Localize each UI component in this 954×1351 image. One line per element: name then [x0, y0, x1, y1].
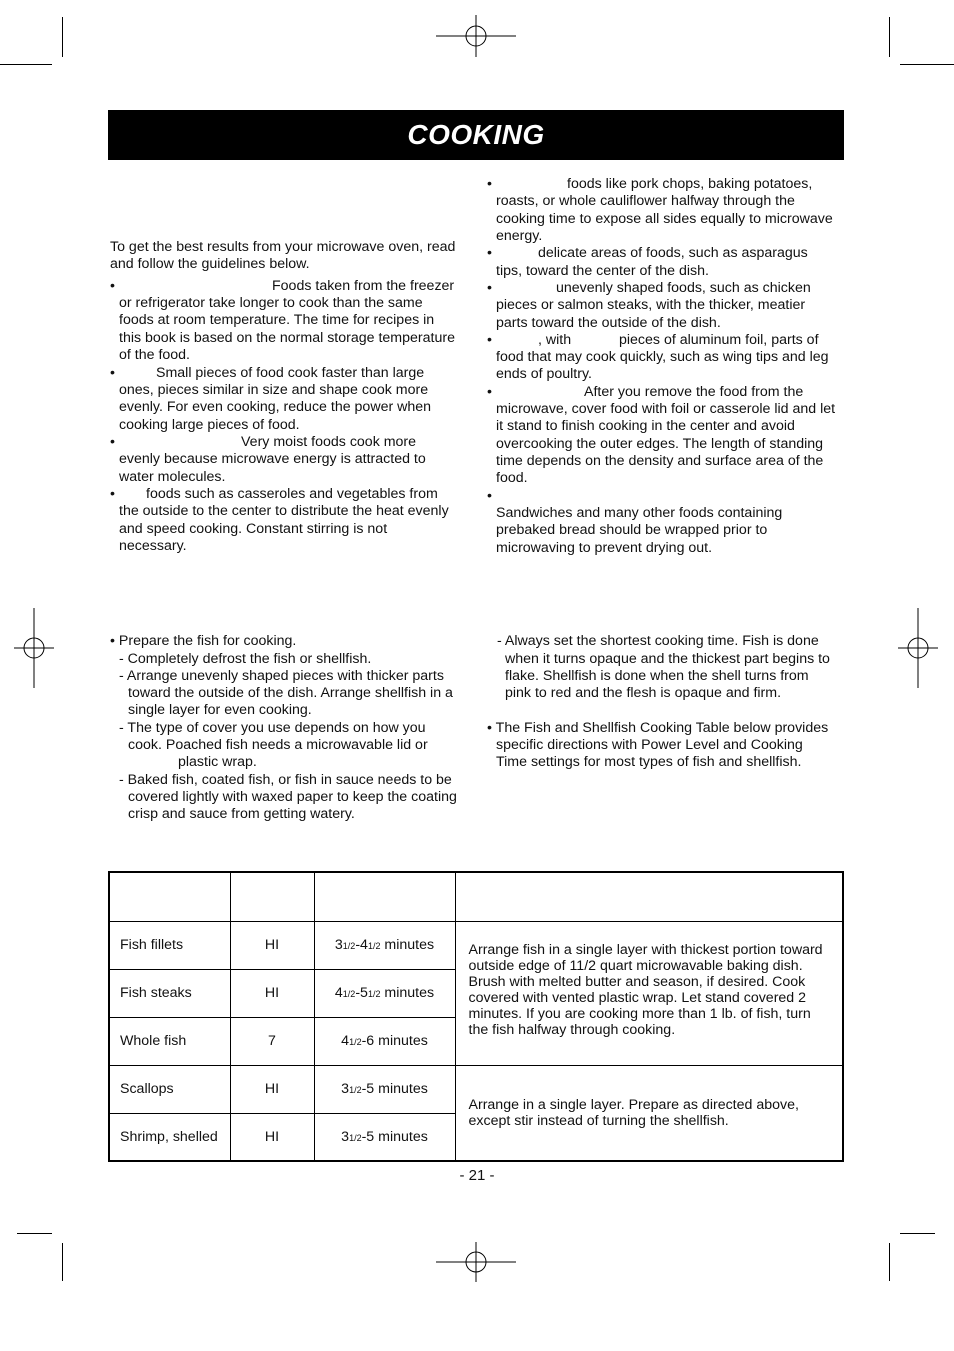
registration-mark-icon — [14, 608, 54, 688]
bullet-text: ends of poultry. — [496, 366, 592, 382]
bullet-marker: • — [487, 280, 492, 296]
fish-text: toward the outside of the dish. Arrange shellfish in a — [128, 685, 453, 701]
crop-mark — [17, 1233, 52, 1234]
bullet-text: this book is based on the normal storage temperature — [119, 330, 455, 346]
bullet-text: evenly because microwave energy is attracted to — [119, 451, 426, 467]
title-bar — [108, 110, 844, 160]
crop-mark — [900, 1233, 935, 1234]
bullet-text: cooking large pieces of food. — [119, 417, 300, 433]
bullet-text: or refrigerator take longer to cook than the same — [119, 295, 423, 311]
bullet-text: Very moist foods cook more — [241, 434, 417, 450]
time-cell: 41/2-51/2 minutes — [314, 969, 455, 1017]
time-cell: 31/2-5 minutes — [314, 1113, 455, 1161]
item-cell: Fish steaks — [109, 969, 230, 1017]
table-row — [109, 921, 843, 969]
bullet-text: time depends on the density and surface area of the — [496, 453, 824, 469]
bullet-text: Small pieces of food cook faster than large — [156, 365, 425, 381]
bullet-text: foods like pork chops, baking potatoes, — [567, 176, 813, 192]
power-cell: HI — [230, 1065, 314, 1113]
fish-text: • The Fish and Shellfish Cooking Table below provides — [487, 720, 829, 736]
power-cell: HI — [230, 969, 314, 1017]
fish-text: - The type of cover you use depends on how you — [119, 720, 426, 736]
fish-text: - Completely defrost the fish or shellfish. — [119, 651, 372, 667]
intro-text: To get the best results from your microwave oven, read and follow the guidelines below. — [110, 239, 456, 273]
page-number: - 21 - — [459, 1167, 495, 1184]
bullet-text: cooking time to expose all sides equally to microwave — [496, 211, 833, 227]
bullet-text: water molecules. — [119, 469, 226, 485]
bullet-text: After you remove the food from the — [584, 384, 804, 400]
bullet-marker: • — [487, 245, 492, 261]
crop-mark — [889, 1243, 890, 1281]
bullet-text: food. — [496, 470, 528, 486]
power-cell: 7 — [230, 1017, 314, 1065]
bullet-marker: • — [110, 278, 115, 294]
bullet-text: Sandwiches and many other foods containing — [496, 505, 783, 521]
crop-mark — [62, 1243, 63, 1281]
bullet-text: foods at room temperature. The time for recipes in — [119, 312, 435, 328]
bullet-text: foods such as casseroles and vegetables from — [146, 486, 438, 502]
bullet-text: the outside to the center to distribute the heat evenly — [119, 503, 449, 519]
bullet-text: it stand to finish cooking in the center and avoid — [496, 418, 795, 434]
crop-mark — [900, 64, 954, 65]
bullet-text: microwave, cover food with foil or casserole lid and let — [496, 401, 836, 417]
bullet-text: tips, toward the center of the dish. — [496, 263, 709, 279]
bullet-marker: • — [110, 486, 115, 502]
fish-text: covered lightly with waxed paper to keep the coating — [128, 789, 457, 805]
fish-text: - Baked fish, coated fish, or fish in sauce needs to be — [119, 772, 452, 788]
bullet-text: parts toward the outside of the dish. — [496, 315, 721, 331]
bullet-text: prebaked bread should be wrapped prior to — [496, 522, 768, 538]
bullet-text: and speed cooking. Constant stirring is not — [119, 521, 388, 537]
bullet-marker: • — [487, 384, 492, 400]
bullet-text: unevenly shaped foods, such as chicken — [556, 280, 811, 296]
fish-text: flake. Shellfish is done when the shell turns from — [505, 668, 809, 684]
page-title: COOKING — [407, 119, 545, 150]
fish-text: specific directions with Power Level and Cooking — [496, 737, 803, 753]
fish-text: cook. Poached fish needs a microwavable lid or — [128, 737, 428, 753]
bullet-text: pieces of aluminum foil, parts of — [619, 332, 819, 348]
time-cell: 31/2-41/2 minutes — [314, 921, 455, 969]
fish-text: - Arrange unevenly shaped pieces with thicker parts — [119, 668, 444, 684]
bullet-text: pieces or salmon steaks, with the thicker, meatier — [496, 297, 806, 313]
power-cell: HI — [230, 1113, 314, 1161]
bullet-text: delicate areas of foods, such as asparagus — [538, 245, 808, 261]
time-cell: 41/2-6 minutes — [314, 1017, 455, 1065]
bullet-marker: • — [110, 365, 115, 381]
fish-text: • Prepare the fish for cooking. — [110, 633, 297, 649]
bullet-marker: • — [110, 434, 115, 450]
fish-text: plastic wrap. — [178, 754, 257, 770]
registration-mark-icon — [436, 1242, 516, 1282]
item-cell: Scallops — [109, 1065, 230, 1113]
bullet-text: energy. — [496, 228, 543, 244]
table-header-cell — [455, 872, 843, 921]
time-cell: 31/2-5 minutes — [314, 1065, 455, 1113]
bullet-text: necessary. — [119, 538, 187, 554]
crop-mark — [889, 17, 890, 57]
registration-mark-icon — [898, 608, 938, 688]
bullet-marker: • — [487, 488, 492, 504]
bullet-text: food that may cook quickly, such as wing tips and leg — [496, 349, 829, 365]
table-header-cell — [314, 872, 455, 921]
fish-text: - Always set the shortest cooking time. Fish is done — [497, 633, 819, 649]
directions-cell: Arrange fish in a single layer with thickest portion toward outside edge of 11/2 quart microwavable baking dish. Brush with melted butter and season, if desired. Cook covered with vented plastic wrap. Let stand covered 2 minutes. If you are cooking more than 1 lb. of fish, turn the fish halfway through cooking. — [455, 921, 843, 1065]
fish-text: Time settings for most types of fish and shellfish. — [496, 754, 802, 770]
item-cell: Whole fish — [109, 1017, 230, 1065]
fish-text: pink to red and the flesh is opaque and firm. — [505, 685, 782, 701]
item-cell: Fish fillets — [109, 921, 230, 969]
registration-mark-icon — [436, 15, 516, 57]
fish-text: crisp and sauce from getting watery. — [128, 806, 355, 822]
bullet-text: microwaving to prevent drying out. — [496, 540, 713, 556]
fish-cooking-table — [108, 871, 844, 1162]
bullet-text: ones, pieces similar in size and shape cook more — [119, 382, 429, 398]
crop-mark — [0, 64, 52, 65]
item-cell: Shrimp, shelled — [109, 1113, 230, 1161]
directions-cell: Arrange in a single layer. Prepare as directed above, except stir instead of turning the shellfish. — [455, 1065, 843, 1161]
bullet-text: of the food. — [119, 347, 190, 363]
bullet-text: overcooking the outer edges. The length of standing — [496, 436, 824, 452]
fish-text: when it turns opaque and the thickest part begins to — [505, 651, 830, 667]
table-header-row — [109, 872, 843, 921]
bullet-text: roasts, or whole cauliflower halfway through the — [496, 193, 795, 209]
bullet-marker: • — [487, 176, 492, 192]
table-header-cell — [230, 872, 314, 921]
bullet-text: Foods taken from the freezer — [272, 278, 455, 294]
bullet-marker: • — [487, 332, 492, 348]
table-row — [109, 1065, 843, 1113]
table-header-cell — [109, 872, 230, 921]
power-cell: HI — [230, 921, 314, 969]
bullet-text: evenly. For even cooking, reduce the power when — [119, 399, 432, 415]
crop-mark — [62, 17, 63, 57]
bullet-text: , with — [538, 332, 572, 348]
fish-text: single layer for even cooking. — [128, 702, 312, 718]
